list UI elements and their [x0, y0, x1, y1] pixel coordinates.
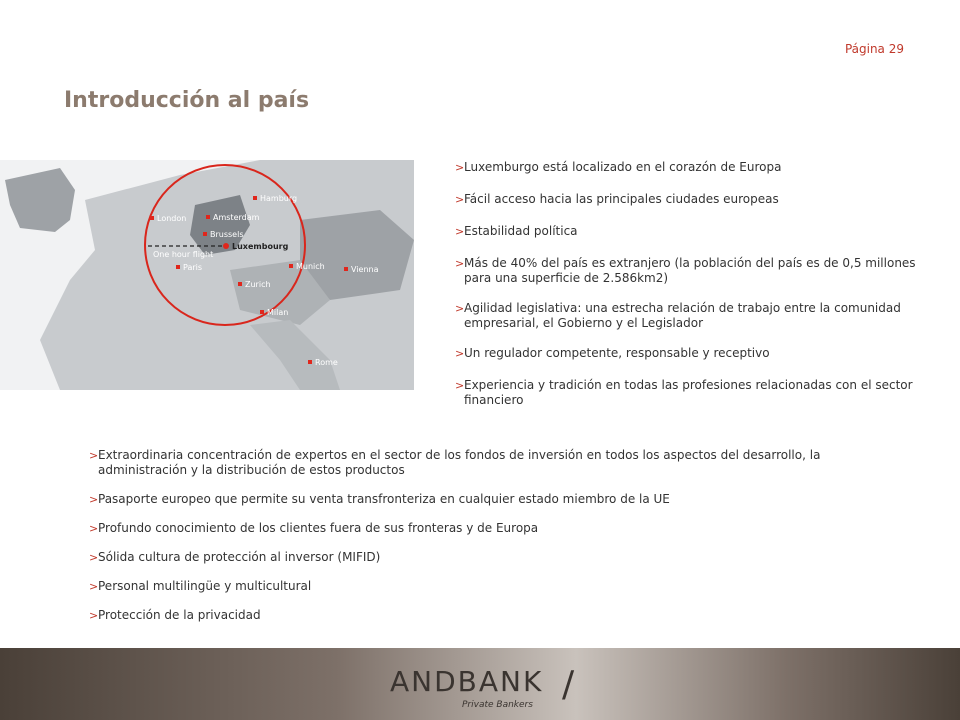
- city-label-hamburg: Hamburg: [260, 194, 298, 203]
- logo-tagline: Private Bankers: [462, 700, 533, 710]
- page-number: Página 29: [844, 42, 904, 56]
- bullet-item: [455, 378, 925, 408]
- bullet-text: Protección de la privacidad: [98, 608, 261, 622]
- europe-map-graphic: [0, 160, 414, 390]
- footer-bar: [0, 648, 960, 720]
- bullet-item: [455, 192, 925, 207]
- bullet-marker: >: [89, 493, 99, 506]
- city-label-munich: Munich: [296, 262, 325, 271]
- europe-map: [0, 160, 414, 390]
- bullet-marker: >: [455, 225, 465, 238]
- city-label-luxembourg: Luxembourg: [232, 242, 289, 251]
- bullet-item: [89, 521, 869, 536]
- bullet-marker: >: [455, 347, 465, 360]
- bullet-item: [455, 301, 925, 331]
- bullet-text: Más de 40% del país es extranjero (la población del país es de 0,5 millones para una superficie de 2.586km2): [464, 256, 916, 285]
- bullet-marker: >: [89, 522, 99, 535]
- city-label-paris: Paris: [183, 263, 203, 272]
- city-label-amsterdam: Amsterdam: [213, 213, 260, 222]
- bullet-marker: >: [89, 609, 99, 622]
- bullet-item: [89, 579, 869, 594]
- bullet-item: [455, 346, 925, 361]
- bullet-text: Un regulador competente, responsable y receptivo: [464, 346, 770, 360]
- city-label-rome: Rome: [315, 358, 338, 367]
- bullet-marker: >: [455, 302, 465, 315]
- city-label-vienna: Vienna: [351, 265, 379, 274]
- bullet-marker: >: [455, 379, 465, 392]
- bullet-item: [89, 608, 869, 623]
- city-label-london: London: [157, 214, 187, 223]
- bullet-text: Pasaporte europeo que permite su venta transfronteriza en cualquier estado miembro de la UE: [98, 492, 670, 506]
- bullet-marker: >: [455, 193, 465, 206]
- city-label-brussels: Brussels: [210, 230, 244, 239]
- bullet-item: [89, 492, 869, 507]
- bullet-text: Experiencia y tradición en todas las profesiones relacionadas con el sector financiero: [464, 378, 913, 407]
- flight-label: One hour flight: [153, 250, 214, 259]
- city-label-zurich: Zurich: [245, 280, 271, 289]
- bullet-text: Estabilidad política: [464, 224, 578, 238]
- page-title: Introducción al país: [64, 88, 310, 113]
- andbank-logo: [390, 664, 575, 710]
- bullet-marker: >: [455, 257, 465, 270]
- bullet-text: Extraordinaria concentración de expertos en el sector de los fondos de inversión en todos los aspectos del desarrollo, la administración y la distribución de estos productos: [98, 448, 821, 477]
- logo-brand: ANDBANK: [390, 665, 544, 698]
- bullet-text: Agilidad legislativa: una estrecha relación de trabajo entre la comunidad empresarial, el Gobierno y el Legislador: [464, 301, 901, 330]
- bullet-item: [455, 256, 925, 286]
- bullet-item: [455, 160, 925, 175]
- bullet-marker: >: [89, 551, 99, 564]
- bullet-marker: >: [455, 161, 465, 174]
- bullet-item: [89, 448, 869, 478]
- bullet-text: Personal multilingüe y multicultural: [98, 579, 312, 593]
- bullet-text: Profundo conocimiento de los clientes fuera de sus fronteras y de Europa: [98, 521, 539, 535]
- bullet-marker: >: [89, 449, 99, 462]
- bullet-text: Sólida cultura de protección al inversor (MIFID): [98, 550, 381, 564]
- bullet-marker: >: [89, 580, 99, 593]
- logo-slash: /: [562, 664, 575, 705]
- bullet-text: Fácil acceso hacia las principales ciudades europeas: [464, 192, 779, 206]
- bullet-item: [89, 550, 869, 565]
- bullet-text: Luxemburgo está localizado en el corazón de Europa: [464, 160, 782, 174]
- city-label-milan: Milan: [267, 308, 289, 317]
- bullet-item: [455, 224, 925, 239]
- right-bullet-list: [455, 160, 925, 423]
- bottom-bullet-list: [89, 448, 869, 637]
